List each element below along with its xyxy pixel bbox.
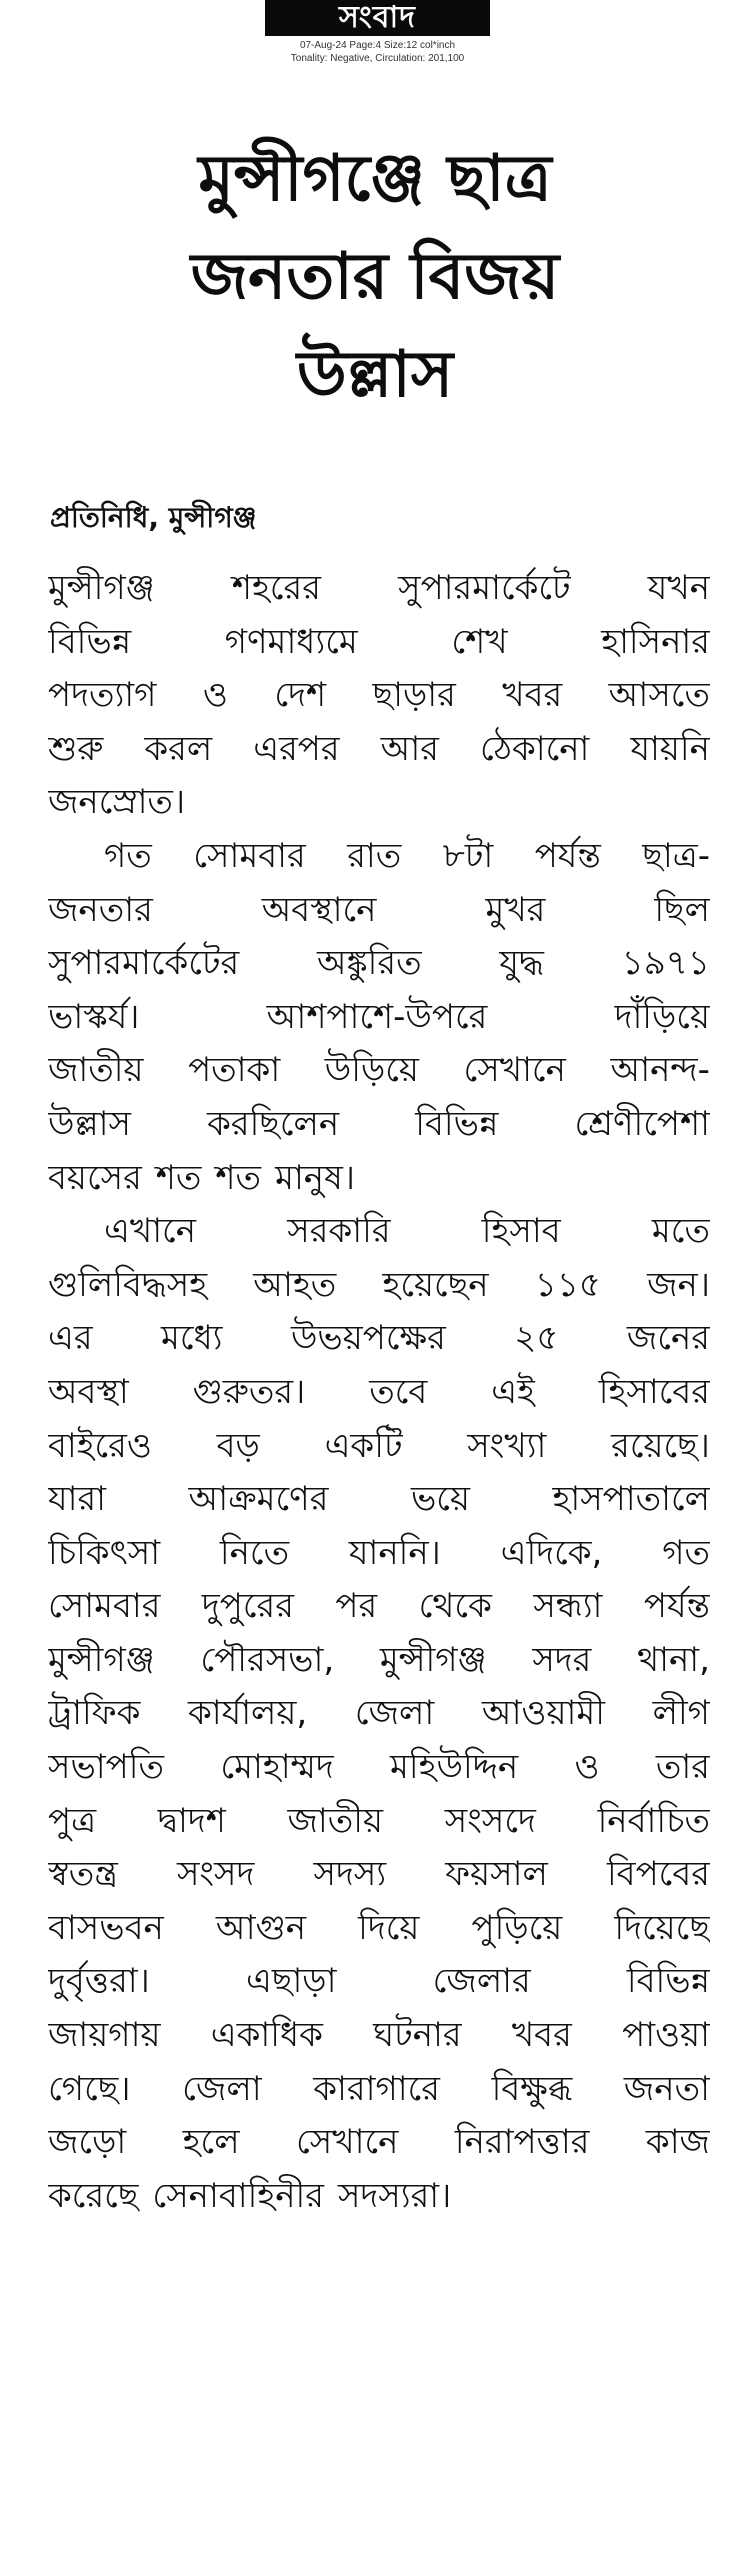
article-line: জাতীয় পতাকা উড়িয়ে সেখানে আনন্দ- <box>48 1050 710 1091</box>
article-line: স্বতন্ত্র সংসদ সদস্য ফয়সাল বিপবের <box>48 1854 710 1895</box>
article-line: বিভিন্ন গণমাধ্যমে শেখ হাসিনার <box>48 621 710 662</box>
clipping-meta-line-2: Tonality: Negative, Circulation: 201,100 <box>290 53 465 64</box>
article-line: বয়সের শত শত মানুষ। <box>48 1157 356 1198</box>
headline-line: উল্লাস <box>296 338 454 412</box>
article-line: দুর্বৃত্তরা। এছাড়া জেলার বিভিন্ন <box>48 1961 710 2002</box>
article-line: মুন্সীগঞ্জ পৌরসভা, মুন্সীগঞ্জ সদর থানা, <box>48 1639 710 1680</box>
clipping-meta-line-1: 07-Aug-24 Page:4 Size:12 col*inch <box>299 40 456 51</box>
article-line: জনতার অবস্থানে মুখর ছিল <box>48 889 710 930</box>
article-line: অবস্থা গুরুতর। তবে এই হিসাবের <box>48 1371 710 1412</box>
article-line: শুরু করল এরপর আর ঠেকানো যায়নি <box>48 728 710 769</box>
article-line: সোমবার দুপুরের পর থেকে সন্ধ্যা পর্যন্ত <box>48 1586 710 1627</box>
article-line: উল্লাস করছিলেন বিভিন্ন শ্রেণীপেশা <box>48 1103 710 1144</box>
article-line: এখানে সরকারি হিসাব মতে <box>104 1211 710 1252</box>
article-line: গুলিবিদ্ধসহ আহত হয়েছেন ১১৫ জন। <box>48 1264 710 1305</box>
article-line: পুত্র দ্বাদশ জাতীয় সংসদে নির্বাচিত <box>48 1800 710 1841</box>
headline <box>60 130 690 424</box>
masthead <box>0 0 755 70</box>
article-line: জনস্রোত। <box>48 782 186 823</box>
article-line: পদত্যাগ ও দেশ ছাড়ার খবর আসতে <box>48 675 710 716</box>
byline: প্রতিনিধি, মুন্সীগঞ্জ <box>50 501 257 534</box>
article-line: সভাপতি মোহাম্মদ মহিউদ্দিন ও তার <box>48 1747 710 1788</box>
article-line: করেছে সেনাবাহিনীর সদস্যরা। <box>48 2175 452 2216</box>
article-line: মুন্সীগঞ্জ শহরের সুপারমার্কেটে যখন <box>48 568 710 608</box>
article-paragraph <box>48 1205 710 2223</box>
article-body <box>48 562 710 2223</box>
article-line: যারা আক্রমণের ভয়ে হাসপাতালে <box>48 1479 710 1520</box>
article-line: এর মধ্যে উভয়পক্ষের ২৫ জনের <box>48 1318 710 1359</box>
article-line: গত সোমবার রাত ৮টা পর্যন্ত ছাত্র- <box>104 835 710 876</box>
article-paragraph <box>48 830 710 1205</box>
article-paragraph <box>48 562 710 830</box>
article-line: জড়ো হলে সেখানে নিরাপত্তার কাজ <box>48 2122 710 2163</box>
headline-line: মুন্সীগঞ্জে ছাত্র <box>198 142 552 216</box>
article-line: জায়গায় একাধিক ঘটনার খবর পাওয়া <box>48 2015 710 2056</box>
newspaper-logo: সংবাদ <box>265 0 490 36</box>
article-line: বাসভবন আগুন দিয়ে পুড়িয়ে দিয়েছে <box>48 1907 710 1948</box>
headline-line: জনতার বিজয় <box>190 240 560 314</box>
article-line: ভাস্কর্য। আশপাশে-উপরে দাঁড়িয়ে <box>48 996 710 1037</box>
article-line: বাইরেও বড় একটি সংখ্যা রয়েছে। <box>48 1425 710 1466</box>
article-line: চিকিৎসা নিতে যাননি। এদিকে, গত <box>48 1532 710 1573</box>
article-line: সুপারমার্কেটের অঙ্কুরিত যুদ্ধ ১৯৭১ <box>48 943 710 984</box>
article-line: গেছে। জেলা কারাগারে বিক্ষুব্ধ জনতা <box>48 2068 710 2109</box>
article-line: ট্রাফিক কার্যালয়, জেলা আওয়ামী লীগ <box>48 1693 710 1734</box>
